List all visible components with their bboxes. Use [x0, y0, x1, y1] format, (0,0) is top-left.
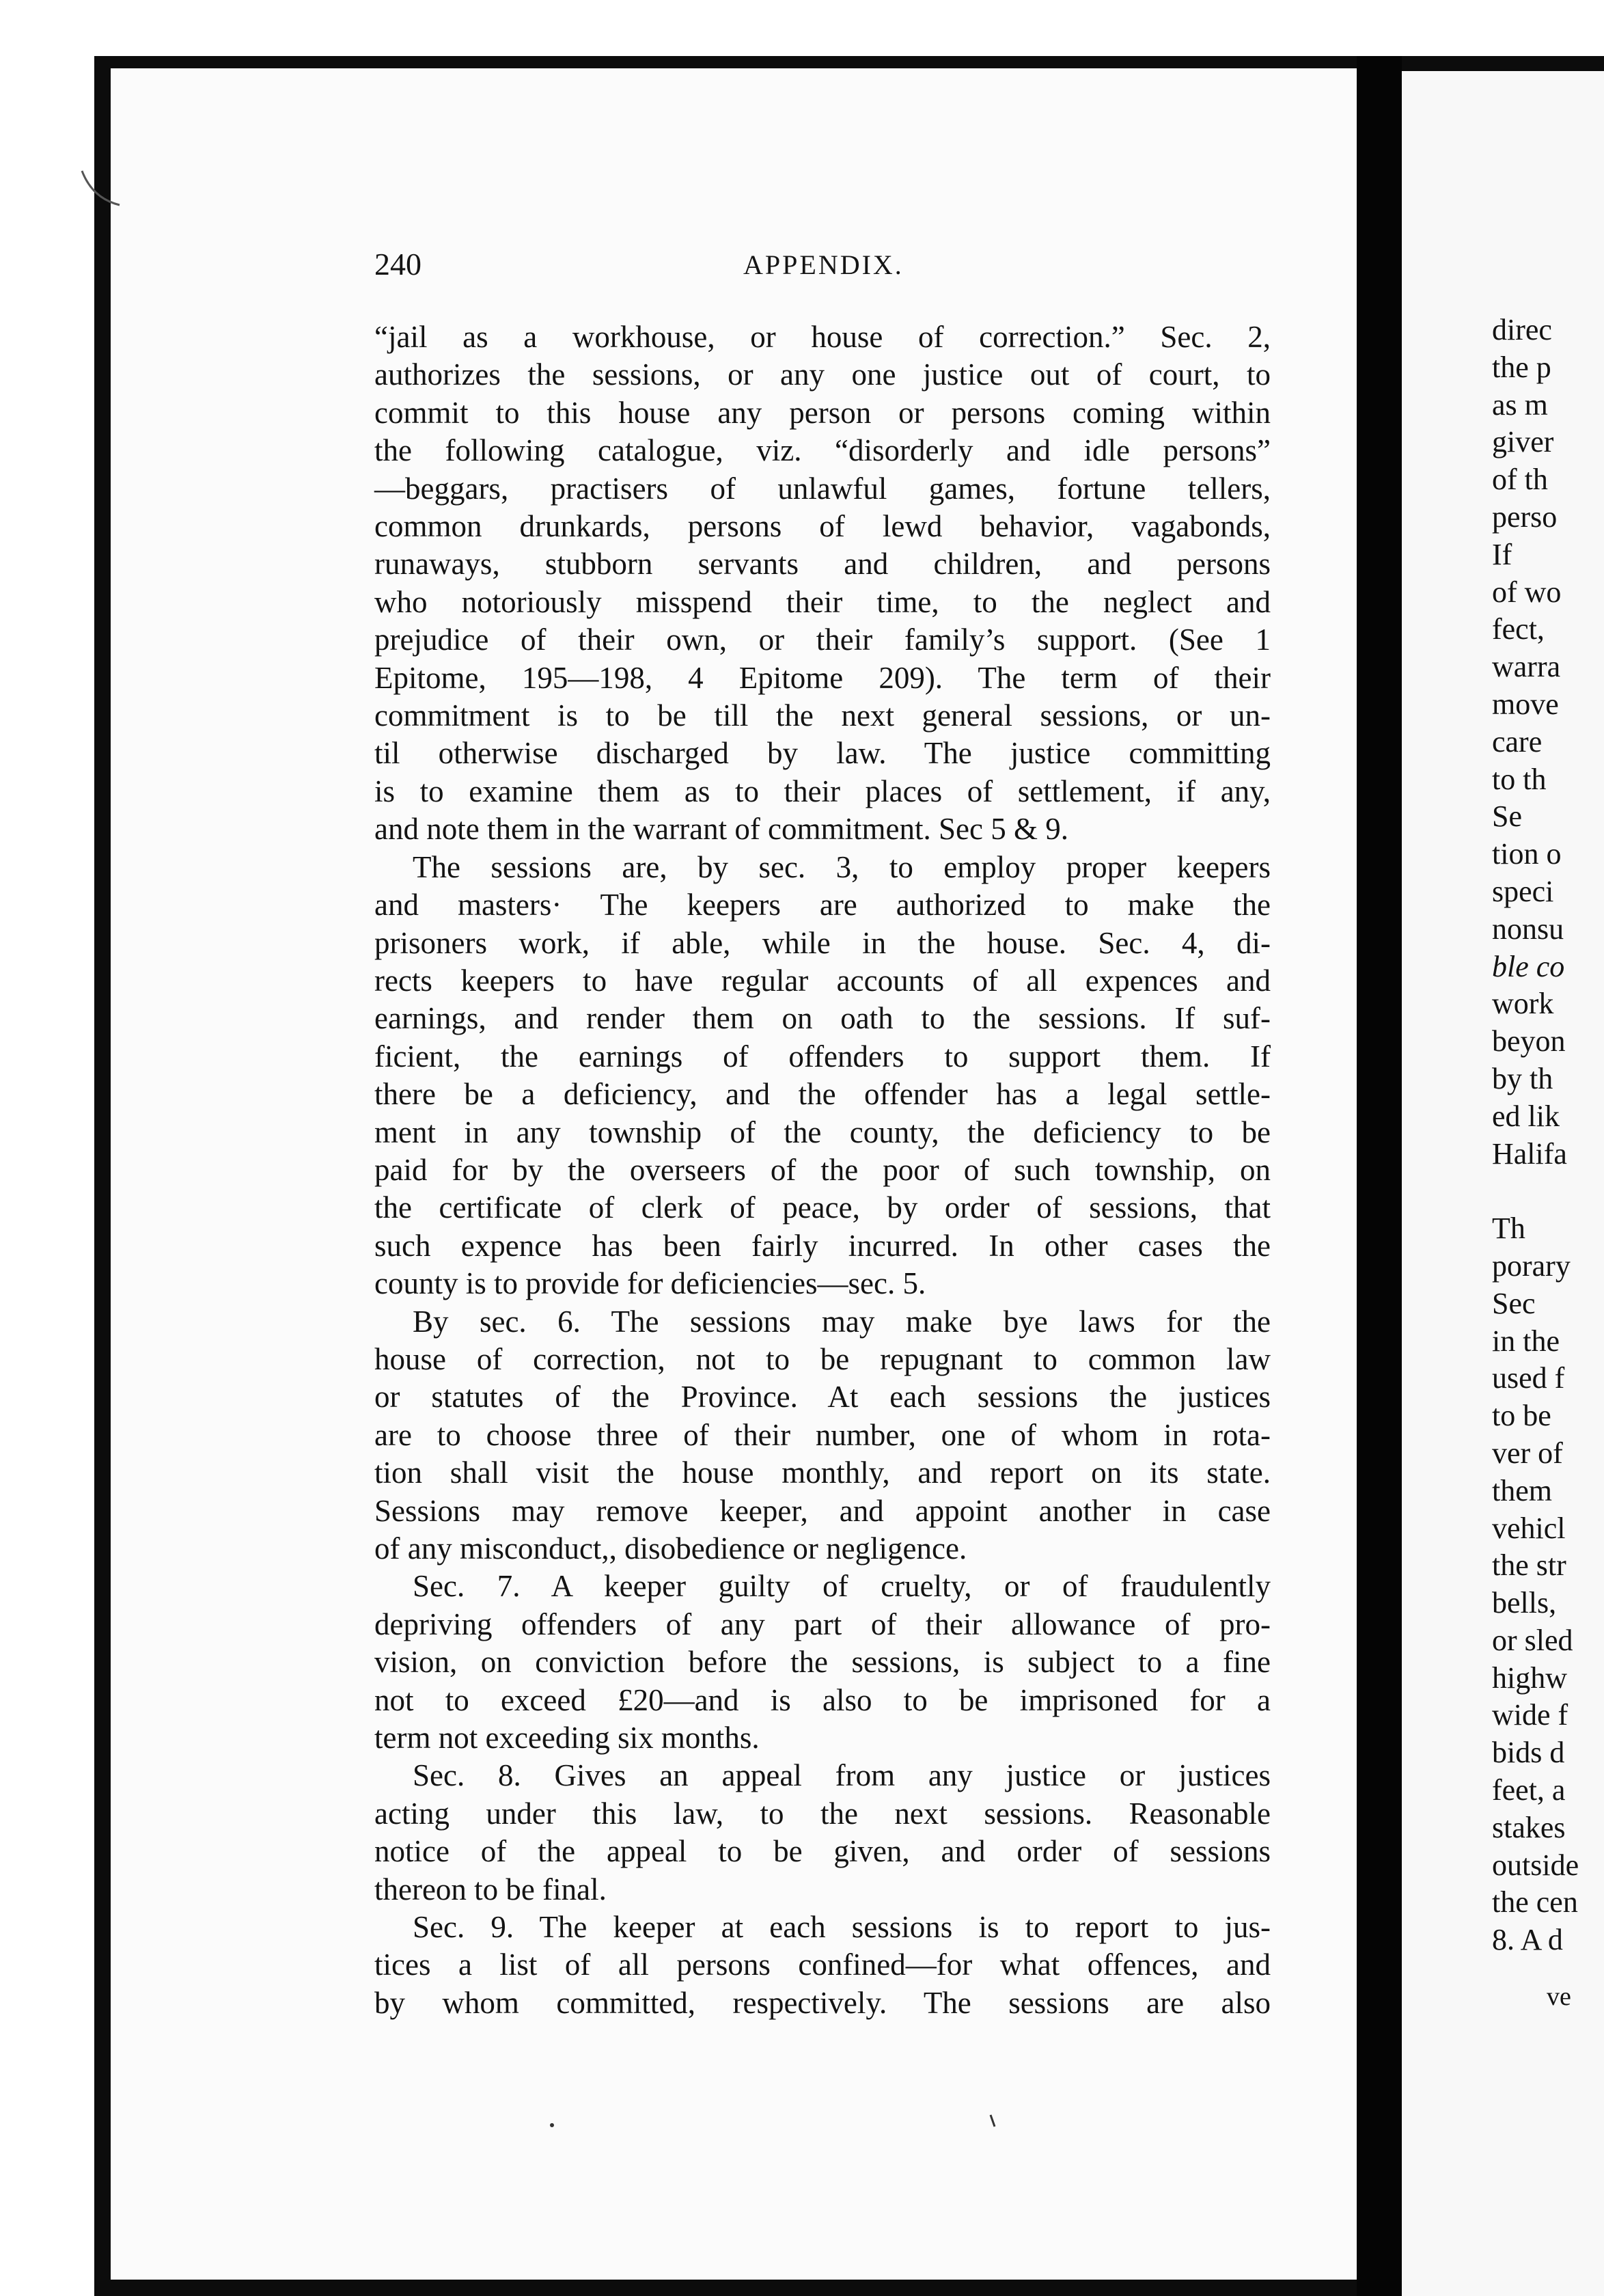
text-line: Epitome, 195—198, 4 Epitome 209). The term of their — [374, 660, 1271, 695]
text-line: there be a deficiency, and the offender has a legal settle- — [374, 1077, 1271, 1112]
text-fragment: bids d — [1492, 1736, 1565, 1770]
text-line: and masters· The keepers are authorized to make the — [374, 888, 1271, 922]
paragraph-gap — [1492, 1959, 1604, 1978]
text-fragment: care — [1492, 724, 1543, 758]
text-line: not to exceed £20—and is also to be imprisoned for a — [374, 1682, 1271, 1717]
text-line: are to choose three of their number, one of whom in rota- — [374, 1417, 1271, 1452]
text-fragment: stakes — [1492, 1810, 1566, 1844]
text-fragment: the p — [1492, 350, 1551, 384]
text-line: tices a list of all persons confined—for what offences, and — [374, 1948, 1271, 1982]
text-line: prejudice of their own, or their family’s support. (See 1 — [374, 623, 1271, 657]
text-fragment: Sec — [1492, 1286, 1536, 1320]
text-fragment: 8. A d — [1492, 1923, 1563, 1957]
text-line: depriving offenders of any part of their allowance of pro- — [374, 1607, 1271, 1641]
text-fragment: bells, — [1492, 1586, 1557, 1620]
text-fragment: If — [1492, 537, 1512, 571]
text-line: runaways, stubborn servants and children, and persons — [374, 547, 1271, 582]
right-page-fragments — [1492, 312, 1604, 2016]
text-line: Sessions may remove keeper, and appoint another in case — [374, 1493, 1271, 1528]
text-fragment: Halifa — [1492, 1136, 1567, 1171]
page-number: 240 — [374, 247, 421, 282]
text-fragment: highw — [1492, 1660, 1567, 1695]
text-fragment: tion o — [1492, 837, 1562, 871]
text-line: paid for by the overseers of the poor of such township, on — [374, 1152, 1271, 1187]
text-line: such expence has been fairly incurred. In other cases the — [374, 1228, 1271, 1263]
text-fragment: ve — [1547, 1982, 1571, 2012]
text-fragment: perso — [1492, 500, 1558, 534]
text-line: “jail as a workhouse, or house of correction.” Sec. 2, — [374, 320, 1271, 354]
text-fragment: by th — [1492, 1061, 1553, 1095]
text-line: rects keepers to have regular accounts of all expences and — [374, 963, 1271, 998]
text-line: who notoriously misspend their time, to the neglect and — [374, 584, 1271, 619]
text-fragment: to be — [1492, 1399, 1551, 1433]
text-fragment: beyon — [1492, 1024, 1566, 1058]
text-line: by whom committed, respectively. The sessions are also — [374, 1985, 1271, 2020]
text-line: or statutes of the Province. At each sessions the justices — [374, 1380, 1271, 1414]
text-line: acting under this law, to the next sessions. Reasonable — [374, 1796, 1271, 1831]
text-fragment: of th — [1492, 463, 1548, 497]
text-line: authorizes the sessions, or any one justice out of court, to — [374, 357, 1271, 392]
text-fragment: of wo — [1492, 575, 1562, 609]
text-line: commit to this house any person or persons coming within — [374, 395, 1271, 430]
text-fragment: wide f — [1492, 1698, 1568, 1732]
text-line: Sec. 9. The keeper at each sessions is to report to jus- — [413, 1910, 1271, 1945]
text-line: ficient, the earnings of offenders to support them. If — [374, 1039, 1271, 1074]
text-fragment: vehicl — [1492, 1511, 1566, 1545]
text-line: the following catalogue, viz. “disorderly and idle persons” — [374, 433, 1271, 468]
text-fragment: porary — [1492, 1248, 1571, 1283]
text-fragment: move — [1492, 687, 1559, 721]
text-line: —beggars, practisers of unlawful games, fortune tellers, — [374, 471, 1271, 506]
text-fragment: warra — [1492, 650, 1561, 684]
text-line: house of correction, not to be repugnant to common law — [374, 1341, 1271, 1376]
text-line: prisoners work, if able, while in the house. Sec. 4, di- — [374, 925, 1271, 960]
left-page-body — [374, 318, 1271, 2022]
text-fragment: speci — [1492, 874, 1554, 908]
text-fragment: work — [1492, 987, 1554, 1021]
text-line: Sec. 8. Gives an appeal from any justice or justices — [413, 1758, 1271, 1793]
text-line: is to examine them as to their places of settlement, if any, — [374, 774, 1271, 808]
text-line: By sec. 6. The sessions may make bye laws for the — [413, 1304, 1271, 1339]
text-line: term not exceeding six months. — [374, 1721, 760, 1755]
text-fragment: to th — [1492, 762, 1547, 796]
text-line: The sessions are, by sec. 3, to employ proper keepers — [413, 849, 1271, 884]
text-fragment: feet, a — [1492, 1773, 1566, 1807]
text-line: vision, on conviction before the sessions, is subject to a fine — [374, 1645, 1271, 1680]
text-line: commitment is to be till the next general sessions, or un- — [374, 698, 1271, 733]
text-line: thereon to be final. — [374, 1872, 607, 1906]
text-fragment: or sled — [1492, 1623, 1573, 1657]
text-fragment: Th — [1492, 1212, 1525, 1246]
text-fragment: fect, — [1492, 612, 1545, 646]
text-line: Sec. 7. A keeper guilty of cruelty, or of fraudulently — [413, 1569, 1271, 1604]
text-fragment: the cen — [1492, 1885, 1578, 1919]
text-line: notice of the appeal to be given, and order of sessions — [374, 1834, 1271, 1869]
text-fragment: direc — [1492, 313, 1552, 346]
text-line: earnings, and render them on oath to the sessions. If suf- — [374, 1001, 1271, 1036]
running-head: APPENDIX. — [743, 249, 904, 280]
text-line: and note them in the warrant of commitment. Sec 5 & 9. — [374, 812, 1068, 847]
text-line: county is to provide for deficiencies—sec. 5. — [374, 1266, 926, 1301]
paragraph-gap — [1492, 1173, 1604, 1210]
text-line: common drunkards, persons of lewd behavior, vagabonds, — [374, 509, 1271, 544]
text-line: ment in any township of the county, the deficiency to be — [374, 1115, 1271, 1149]
text-fragment: ed lik — [1492, 1099, 1560, 1133]
text-fragment: them — [1492, 1473, 1552, 1507]
text-line: of any misconduct,, disobedience or negligence. — [374, 1531, 967, 1566]
text-line: tion shall visit the house monthly, and report on its state. — [374, 1456, 1271, 1490]
text-line: the certificate of clerk of peace, by order of sessions, that — [374, 1190, 1271, 1225]
text-fragment: used f — [1492, 1361, 1565, 1395]
text-fragment: as m — [1492, 387, 1548, 422]
text-fragment: ver of — [1492, 1436, 1563, 1470]
book-gutter — [1357, 56, 1402, 2296]
text-fragment: nonsu — [1492, 912, 1564, 946]
page-header — [374, 246, 1262, 294]
text-fragment: giver — [1492, 425, 1554, 459]
text-fragment: in the — [1492, 1324, 1560, 1358]
text-fragment: the str — [1492, 1548, 1566, 1583]
text-fragment: outside — [1492, 1848, 1579, 1882]
text-fragment: Se — [1492, 800, 1522, 834]
text-line: til otherwise discharged by law. The justice committing — [374, 736, 1271, 771]
text-fragment: ble co — [1492, 949, 1565, 983]
